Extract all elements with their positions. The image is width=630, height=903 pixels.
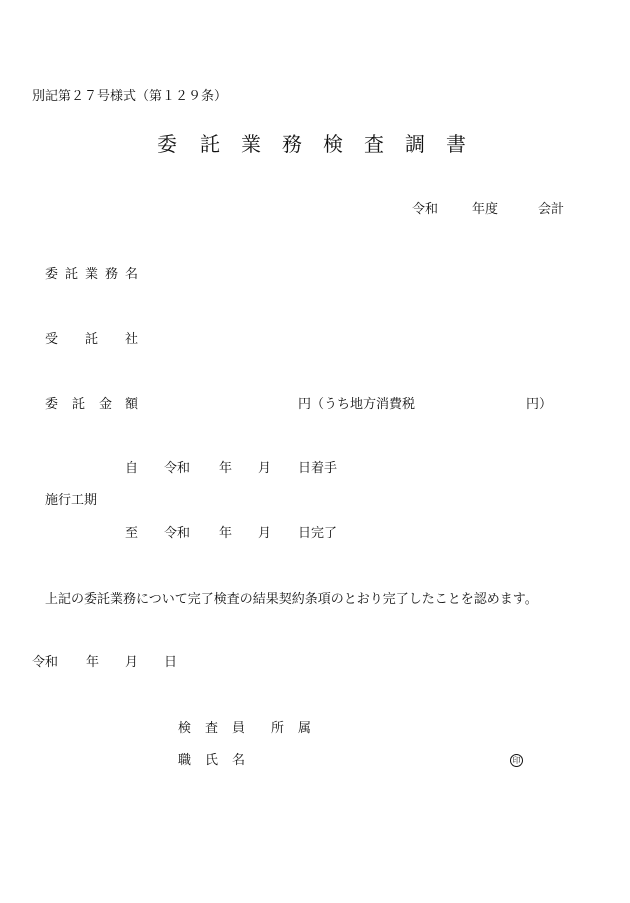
inspector-label-c3: 員	[232, 721, 246, 736]
date-day: 日	[164, 655, 178, 670]
title-char-3: 業	[241, 132, 261, 156]
statement: 上記の委託業務について完了検査の結果契約条項のとおり完了したことを認めます。	[45, 592, 538, 607]
fiscal-year: 年度	[472, 202, 499, 217]
company-label-c3: 社	[125, 332, 139, 347]
period-start-prefix: 自	[125, 461, 139, 476]
inspector-label-c2: 査	[205, 721, 219, 736]
period-end-era: 令和	[164, 526, 191, 541]
period-start-year: 年	[219, 461, 233, 476]
amount-label-c4: 額	[125, 397, 139, 412]
period-end-year: 年	[219, 526, 233, 541]
title-char-2: 託	[200, 132, 220, 156]
title-char-7: 調	[405, 132, 425, 156]
seal-mark	[510, 753, 523, 767]
title-char-5: 検	[323, 132, 343, 156]
fiscal-era: 令和	[412, 202, 439, 217]
title-name-c1: 職	[178, 753, 192, 768]
title-char-8: 書	[446, 132, 466, 156]
date-year: 年	[86, 655, 100, 670]
title-char-4: 務	[282, 132, 302, 156]
company-label-c2: 託	[85, 332, 99, 347]
fiscal-account: 会計	[538, 202, 565, 217]
amount-yen-close: 円）	[526, 397, 553, 412]
seal-icon: 印	[510, 754, 523, 767]
amount-yen-tax: 円（うち地方消費税	[298, 397, 416, 412]
period-start-era: 令和	[164, 461, 191, 476]
name-label-c3: 業	[85, 267, 99, 282]
amount-label-c1: 委	[45, 397, 59, 412]
period-end-day: 日完了	[298, 526, 338, 541]
period-label: 施行工期	[45, 493, 98, 508]
period-start-month: 月	[258, 461, 272, 476]
affiliation-c1: 所	[271, 721, 285, 736]
date-month: 月	[125, 655, 139, 670]
period-end-month: 月	[258, 526, 272, 541]
form-header: 別記第２７号様式（第１２９条）	[32, 89, 228, 104]
title-name-c3: 名	[232, 753, 246, 768]
title-char-1: 委	[157, 132, 177, 156]
affiliation-c2: 属	[298, 721, 312, 736]
amount-label-c2: 託	[72, 397, 86, 412]
date-era: 令和	[32, 655, 59, 670]
period-end-prefix: 至	[125, 526, 139, 541]
title-char-6: 査	[364, 132, 384, 156]
name-label-c4: 務	[105, 267, 119, 282]
amount-label-c3: 金	[99, 397, 113, 412]
title-name-c2: 氏	[205, 753, 219, 768]
inspector-label-c1: 検	[178, 721, 192, 736]
name-label-c2: 託	[65, 267, 79, 282]
name-label-c1: 委	[45, 267, 59, 282]
company-label-c1: 受	[45, 332, 59, 347]
name-label-c5: 名	[125, 267, 139, 282]
period-start-day: 日着手	[298, 461, 338, 476]
